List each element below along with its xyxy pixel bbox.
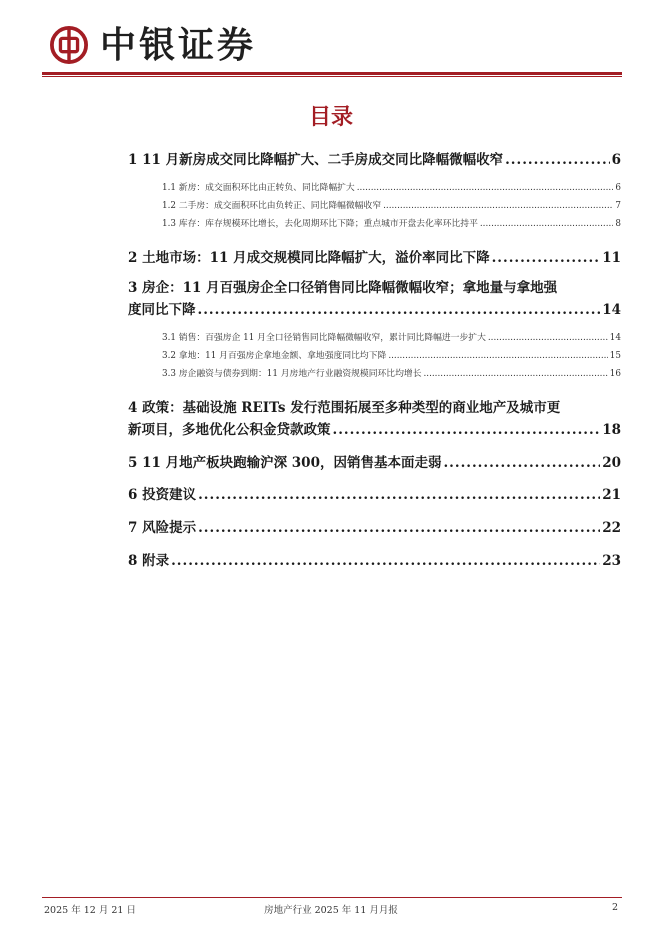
toc-entry-3-2[interactable] <box>162 348 621 361</box>
toc-entry-text: 3.2 拿地：11 月百强房企拿地金额、拿地强度同比均下降 <box>162 351 387 361</box>
toc-entry-text: 1.2 二手房：成交面积环比由负转正、同比降幅微幅收窄 <box>162 201 382 211</box>
header-divider <box>42 72 622 75</box>
toc-entry-page: 11 <box>602 250 621 266</box>
brand-name: 中银证券 <box>100 25 257 66</box>
toc-entry-4[interactable] <box>128 418 621 438</box>
toc-leader <box>171 553 600 569</box>
toc-entry-6[interactable] <box>128 483 621 503</box>
toc-leader <box>198 302 601 318</box>
toc-entry-1[interactable] <box>128 148 621 168</box>
toc-entry-page: 7 <box>615 201 621 211</box>
toc-entry-7[interactable] <box>128 516 621 536</box>
toc-entry-text: 1 11 月新房成交同比降幅扩大、二手房成交同比降幅微幅收窄 <box>128 152 504 168</box>
toc-entry-text: 1.1 新房：成交面积环比由正转负、同比降幅扩大 <box>162 183 355 193</box>
toc-title: 目录 <box>308 105 353 130</box>
toc-entry-1-2[interactable] <box>162 198 621 211</box>
toc-entry-1-1[interactable] <box>162 180 621 193</box>
toc-entry-text: 新项目，多地优化公积金贷款政策 <box>128 422 331 438</box>
toc-entry-text: 3.1 销售：百强房企 11 月全口径销售同比降幅微幅收窄，累计同比降幅进一步扩大 <box>162 333 486 343</box>
toc-leader <box>443 455 600 471</box>
toc-leader <box>198 520 600 536</box>
toc-entry-3[interactable] <box>128 298 621 318</box>
footer-date: 2025 年 12 月 21 日 <box>44 905 136 916</box>
toc-entry-2[interactable] <box>128 246 621 266</box>
toc-entry-text: 7 风险提示 <box>128 520 197 536</box>
toc-entry-page: 16 <box>609 369 621 379</box>
toc-entry-4-line1[interactable]: 4 政策：基础设施 REITs 发行范围拓展至多种类型的商业地产及城市更 <box>128 400 561 416</box>
toc-entry-text: 6 投资建议 <box>128 487 197 503</box>
toc-entry-3-line1[interactable]: 3 房企：11 月百强房企全口径销售同比降幅微幅收窄；拿地量与拿地强 <box>128 280 558 296</box>
toc-entry-text: 2 土地市场：11 月成交规模同比降幅扩大，溢价率同比下降 <box>128 250 490 266</box>
toc-entry-text: 度同比下降 <box>128 302 196 318</box>
toc-entry-page: 22 <box>602 520 621 536</box>
toc-leader <box>388 351 607 361</box>
toc-leader <box>505 152 610 168</box>
toc-leader <box>492 250 601 266</box>
footer-page-number: 2 <box>611 902 618 913</box>
toc-entry-1-3[interactable] <box>162 216 621 229</box>
page-header <box>42 22 622 74</box>
toc-leader <box>357 183 614 193</box>
footer-report-title: 房地产行业 2025 年 11 月月报 <box>264 905 398 916</box>
bank-of-china-logo-icon <box>50 26 88 64</box>
toc-entry-text: 8 附录 <box>128 553 170 569</box>
header-divider-thin <box>42 76 622 77</box>
toc-entry-text: 5 11 月地产板块跑输沪深 300，因销售基本面走弱 <box>128 455 442 471</box>
toc-entry-page: 21 <box>602 487 621 503</box>
toc-entry-8[interactable] <box>128 549 621 569</box>
toc-leader <box>488 333 608 343</box>
toc-entry-3-3[interactable] <box>162 366 621 379</box>
toc-entry-page: 15 <box>609 351 621 361</box>
toc-leader <box>198 487 600 503</box>
toc-leader <box>480 219 614 229</box>
toc-entry-page: 14 <box>602 302 621 318</box>
footer-divider <box>42 897 622 898</box>
toc-leader <box>424 369 608 379</box>
toc-entry-3-1[interactable] <box>162 330 621 343</box>
toc-entry-5[interactable] <box>128 451 621 471</box>
toc-entry-page: 20 <box>602 455 621 471</box>
toc-entry-text: 1.3 库存：库存规模环比增长，去化周期环比下降；重点城市开盘去化率环比持平 <box>162 219 478 229</box>
toc-entry-page: 6 <box>611 152 621 168</box>
toc-leader <box>383 201 613 211</box>
toc-entry-text: 3.3 房企融资与债券到期：11 月房地产行业融资规模同环比均增长 <box>162 369 422 379</box>
toc-entry-page: 6 <box>615 183 621 193</box>
toc-entry-page: 18 <box>602 422 621 438</box>
toc-entry-page: 14 <box>609 333 621 343</box>
toc-entry-page: 23 <box>602 553 621 569</box>
toc-leader <box>333 422 601 438</box>
toc-entry-page: 8 <box>615 219 621 229</box>
